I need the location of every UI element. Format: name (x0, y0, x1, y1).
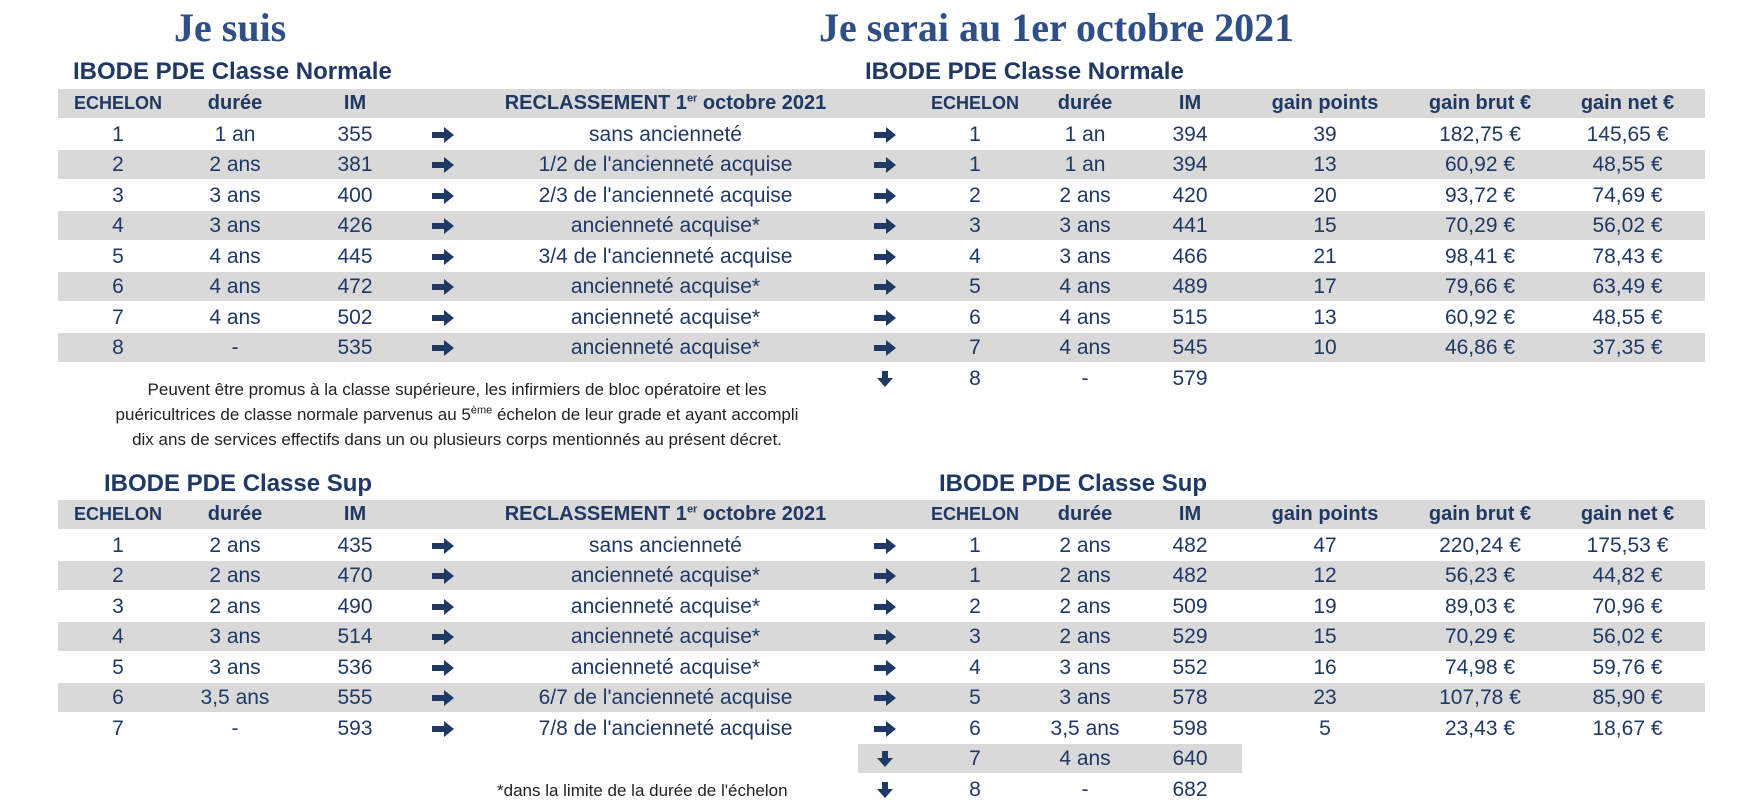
cell-gain-brut: 107,78 € (1439, 686, 1521, 709)
cell-gain-net: 70,96 € (1592, 594, 1663, 618)
cell-reclassement: 2/3 de l'ancienneté acquise (538, 183, 793, 207)
arrow-right-icon (413, 181, 473, 210)
cell-echelon: 6 (112, 686, 124, 709)
table-row (0, 303, 1753, 332)
cell-reclassement: ancienneté acquise* (570, 564, 761, 587)
arrow-right-icon (857, 592, 912, 621)
cell-gain-points: 15 (1313, 214, 1337, 237)
cell-new-duree: 3 ans (1059, 244, 1111, 268)
cell-new-duree: 2 ans (1059, 183, 1111, 207)
cell-echelon: 1 (112, 533, 124, 557)
table-row (0, 272, 1753, 301)
cell-im: 426 (337, 214, 373, 237)
header-gain-points: gain points (1271, 503, 1379, 525)
cell-echelon: 3 (112, 594, 124, 618)
cell-im: 535 (337, 336, 373, 359)
cell-duree: 4 ans (209, 305, 261, 329)
header-new-echelon: ECHELON (930, 504, 1019, 524)
cell-new-duree: 3 ans (1059, 655, 1111, 679)
header-duree: durée (207, 92, 263, 114)
arrow-right-icon (413, 333, 473, 362)
cell-echelon: 7 (112, 716, 124, 740)
arrow-right-icon (857, 531, 912, 560)
arrow-right-icon (857, 653, 912, 682)
cell-gain-brut: 60,92 € (1444, 305, 1516, 329)
cell-duree: 2 ans (209, 533, 261, 557)
note-line: puéricultrices de classe normale parvenus au 5ème échelon de leur grade et ayant accompli (115, 404, 799, 424)
cell-im: 502 (337, 305, 373, 329)
section-title-right-sup: IBODE PDE Classe Sup (939, 470, 1208, 497)
cell-new-echelon: 5 (969, 275, 981, 298)
cell-duree: 3,5 ans (200, 686, 270, 709)
cell-new-duree: 2 ans (1059, 564, 1111, 587)
arrow-right-icon (413, 531, 473, 560)
cell-reclassement: ancienneté acquise* (570, 305, 761, 329)
arrow-right-icon (857, 303, 912, 332)
header-reclassement-end: octobre 2021 (697, 92, 827, 114)
table-row-extra (0, 744, 1753, 773)
table-header-row (0, 89, 1753, 118)
cell-new-im: 640 (1172, 747, 1208, 770)
note-line: dix ans de services effectifs dans un ou plusieurs corps mentionnés au présent décret. (132, 430, 782, 449)
cell-echelon: 3 (112, 183, 124, 207)
arrow-right-icon (413, 272, 473, 301)
header-new-duree: durée (1057, 92, 1113, 114)
cell-new-im: 441 (1172, 214, 1208, 237)
cell-gain-brut: 98,41 € (1444, 244, 1516, 268)
cell-new-echelon: 7 (969, 336, 981, 359)
cell-duree: - (231, 716, 239, 740)
arrow-right-icon (857, 622, 912, 651)
cell-new-duree: 3 ans (1059, 214, 1111, 237)
header-reclassement-sup: er (686, 503, 698, 516)
cell-gain-points: 17 (1313, 275, 1337, 298)
header-gain-brut: gain brut € (1428, 92, 1532, 114)
cell-new-im: 515 (1172, 305, 1208, 329)
cell-new-duree: 4 ans (1059, 305, 1111, 329)
arrow-right-icon (857, 211, 912, 240)
cell-new-echelon: 1 (969, 122, 981, 146)
cell-duree: - (231, 336, 239, 359)
arrow-right-icon (857, 561, 912, 590)
cell-new-echelon: 2 (969, 594, 981, 618)
cell-duree: 1 an (214, 122, 256, 146)
cell-new-im: 394 (1172, 122, 1208, 146)
arrow-right-icon (857, 272, 912, 301)
cell-new-im: 509 (1172, 594, 1208, 618)
header-gain-net: gain net € (1580, 503, 1675, 525)
cell-gain-brut: 23,43 € (1444, 716, 1516, 740)
cell-gain-net: 37,35 € (1592, 336, 1663, 359)
cell-gain-points: 10 (1313, 336, 1337, 359)
table-row (0, 714, 1753, 743)
table-row (0, 592, 1753, 621)
cell-im: 555 (337, 686, 373, 709)
cell-gain-net: 44,82 € (1592, 564, 1663, 587)
cell-new-echelon: 6 (969, 716, 981, 740)
cell-duree: 2 ans (209, 594, 261, 618)
arrow-down-icon (857, 775, 912, 804)
header-new-im: IM (1178, 92, 1202, 114)
header-reclassement (473, 89, 858, 118)
arrow-right-icon (413, 653, 473, 682)
table-row (0, 150, 1753, 179)
cell-reclassement: ancienneté acquise* (570, 594, 761, 618)
cell-gain-points: 12 (1313, 564, 1337, 587)
cell-reclassement: ancienneté acquise* (570, 655, 761, 679)
cell-reclassement: 6/7 de l'ancienneté acquise (538, 686, 793, 709)
cell-gain-brut: 79,66 € (1444, 275, 1516, 298)
cell-duree: 3 ans (209, 183, 261, 207)
cell-echelon: 1 (112, 122, 124, 146)
cell-new-im: 482 (1172, 533, 1208, 557)
cell-new-duree: 4 ans (1059, 275, 1111, 298)
table-row (0, 211, 1753, 240)
cell-gain-net: 63,49 € (1592, 275, 1663, 298)
cell-duree: 3 ans (209, 625, 261, 648)
title-je-serai: Je serai au 1er octobre 2021 (819, 5, 1295, 50)
cell-im: 536 (337, 655, 373, 679)
cell-im: 593 (337, 716, 373, 740)
promotion-note (62, 377, 852, 452)
table-row (0, 531, 1753, 560)
header-gain-brut: gain brut € (1428, 503, 1532, 525)
cell-im: 472 (337, 275, 373, 298)
cell-gain-points: 13 (1313, 305, 1337, 329)
cell-gain-points: 23 (1313, 686, 1337, 709)
cell-echelon: 4 (112, 625, 124, 648)
cell-reclassement: 1/2 de l'ancienneté acquise (538, 153, 793, 176)
arrow-right-icon (413, 622, 473, 651)
cell-gain-points: 13 (1313, 153, 1337, 176)
cell-duree: 4 ans (209, 244, 261, 268)
cell-reclassement: ancienneté acquise* (570, 336, 761, 359)
arrow-right-icon (413, 561, 473, 590)
header-gain-net: gain net € (1580, 92, 1675, 114)
cell-new-duree: - (1081, 777, 1089, 801)
table-row (0, 683, 1753, 712)
cell-new-duree: 3 ans (1059, 686, 1111, 709)
cell-im: 514 (337, 625, 373, 648)
arrow-right-icon (413, 714, 473, 743)
arrow-down-icon (857, 744, 912, 773)
cell-new-im: 552 (1172, 655, 1208, 679)
cell-new-duree: 4 ans (1059, 336, 1111, 359)
cell-im: 381 (337, 153, 373, 176)
cell-gain-points: 19 (1313, 594, 1337, 618)
cell-gain-points: 47 (1313, 533, 1337, 557)
cell-new-duree: 2 ans (1059, 533, 1111, 557)
cell-duree: 3 ans (209, 655, 261, 679)
cell-gain-net: 145,65 € (1586, 122, 1669, 146)
header-reclassement (473, 500, 858, 529)
cell-new-echelon: 4 (969, 244, 981, 268)
section-title-left-sup: IBODE PDE Classe Sup (104, 470, 373, 497)
table-row (0, 561, 1753, 590)
header-new-duree: durée (1057, 503, 1113, 525)
cell-new-im: 545 (1172, 336, 1208, 359)
table-row (0, 622, 1753, 651)
table-row (0, 120, 1753, 149)
cell-duree: 2 ans (209, 564, 261, 587)
header-reclassement-text: RECLASSEMENT 1 (504, 503, 687, 525)
arrow-right-icon (413, 242, 473, 271)
arrow-right-icon (857, 150, 912, 179)
table-row (0, 181, 1753, 210)
cell-new-duree: 2 ans (1059, 594, 1111, 618)
cell-im: 400 (337, 183, 373, 207)
cell-reclassement: ancienneté acquise* (570, 275, 761, 298)
table-row (0, 333, 1753, 362)
cell-new-im: 489 (1172, 275, 1208, 298)
cell-gain-points: 5 (1319, 716, 1331, 740)
table-header-row (0, 500, 1753, 529)
cell-reclassement: sans ancienneté (589, 122, 742, 146)
cell-reclassement: 7/8 de l'ancienneté acquise (538, 716, 793, 740)
cell-gain-points: 20 (1313, 183, 1337, 207)
cell-gain-net: 56,02 € (1592, 625, 1663, 648)
header-reclassement-sup: er (686, 92, 698, 105)
cell-duree: 4 ans (209, 275, 261, 298)
cell-new-im: 466 (1172, 244, 1208, 268)
arrow-right-icon (857, 120, 912, 149)
arrow-right-icon (857, 714, 912, 743)
cell-gain-brut: 74,98 € (1444, 655, 1516, 679)
cell-new-im: 578 (1172, 686, 1208, 709)
section-title-right-normale: IBODE PDE Classe Normale (865, 58, 1184, 85)
cell-new-im: 598 (1172, 716, 1208, 740)
table-row (0, 653, 1753, 682)
cell-new-im: 529 (1172, 625, 1208, 648)
cell-reclassement: sans ancienneté (589, 533, 742, 557)
cell-echelon: 7 (112, 305, 124, 329)
arrow-right-icon (857, 683, 912, 712)
cell-gain-brut: 46,86 € (1444, 336, 1516, 359)
header-echelon: ECHELON (73, 504, 162, 524)
arrow-right-icon (413, 150, 473, 179)
arrow-right-icon (413, 683, 473, 712)
cell-new-duree: 2 ans (1059, 625, 1111, 648)
arrow-right-icon (413, 211, 473, 240)
header-reclassement-text: RECLASSEMENT 1 (504, 92, 687, 114)
cell-im: 355 (337, 122, 373, 146)
table-row (0, 242, 1753, 271)
footnote: *dans la limite de la durée de l'échelon (497, 781, 788, 800)
cell-gain-points: 39 (1313, 122, 1337, 146)
cell-gain-brut: 70,29 € (1444, 625, 1516, 648)
cell-new-echelon: 7 (969, 747, 981, 770)
header-new-im: IM (1178, 503, 1202, 525)
cell-im: 445 (337, 244, 373, 268)
cell-gain-points: 16 (1313, 655, 1337, 679)
cell-gain-points: 15 (1313, 625, 1337, 648)
arrow-right-icon (857, 181, 912, 210)
arrow-right-icon (413, 120, 473, 149)
cell-echelon: 6 (112, 275, 124, 298)
cell-gain-net: 59,76 € (1592, 655, 1663, 679)
cell-im: 490 (337, 594, 373, 618)
cell-new-duree: 3,5 ans (1050, 716, 1120, 740)
cell-gain-brut: 60,92 € (1444, 153, 1516, 176)
arrow-right-icon (857, 242, 912, 271)
cell-gain-net: 48,55 € (1592, 305, 1663, 329)
cell-new-echelon: 1 (969, 564, 981, 587)
cell-new-echelon: 3 (969, 214, 981, 237)
section-title-left-normale: IBODE PDE Classe Normale (73, 58, 392, 85)
cell-gain-brut: 56,23 € (1444, 564, 1516, 587)
cell-gain-net: 175,53 € (1586, 533, 1669, 557)
cell-echelon: 2 (112, 153, 124, 176)
cell-new-echelon: 8 (969, 777, 981, 801)
cell-gain-brut: 220,24 € (1439, 533, 1521, 557)
header-echelon: ECHELON (73, 93, 162, 113)
cell-new-echelon: 1 (969, 533, 981, 557)
title-je-suis: Je suis (174, 5, 287, 50)
cell-gain-net: 18,67 € (1592, 716, 1663, 740)
cell-duree: 3 ans (209, 214, 261, 237)
cell-new-im: 482 (1172, 564, 1208, 587)
cell-gain-brut: 182,75 € (1439, 122, 1521, 146)
arrow-right-icon (857, 333, 912, 362)
header-im: IM (343, 92, 367, 114)
table-row-extra (0, 775, 1753, 804)
cell-new-duree: - (1081, 366, 1089, 390)
cell-new-im: 394 (1172, 153, 1208, 176)
arrow-right-icon (413, 303, 473, 332)
header-reclassement-end: octobre 2021 (697, 503, 827, 525)
cell-gain-brut: 93,72 € (1444, 183, 1516, 207)
cell-gain-net: 78,43 € (1592, 244, 1663, 268)
cell-echelon: 5 (112, 244, 124, 268)
cell-new-echelon: 5 (969, 686, 981, 709)
cell-im: 435 (337, 533, 373, 557)
cell-new-echelon: 6 (969, 305, 981, 329)
cell-gain-net: 74,69 € (1592, 183, 1663, 207)
cell-duree: 2 ans (209, 153, 261, 176)
cell-gain-points: 21 (1313, 244, 1337, 268)
cell-gain-net: 85,90 € (1592, 686, 1663, 709)
cell-new-duree: 1 an (1064, 122, 1106, 146)
cell-new-duree: 4 ans (1059, 747, 1111, 770)
cell-new-im: 579 (1172, 366, 1208, 390)
cell-gain-net: 56,02 € (1592, 214, 1663, 237)
cell-new-echelon: 2 (969, 183, 981, 207)
arrow-right-icon (413, 592, 473, 621)
cell-new-echelon: 4 (969, 655, 981, 679)
header-im: IM (343, 503, 367, 525)
header-new-echelon: ECHELON (930, 93, 1019, 113)
cell-reclassement: ancienneté acquise* (570, 214, 761, 237)
header-gain-points: gain points (1271, 92, 1379, 114)
cell-new-echelon: 1 (969, 153, 981, 176)
note-line: Peuvent être promus à la classe supérieure, les infirmiers de bloc opératoire et les (147, 380, 767, 399)
cell-echelon: 4 (112, 214, 124, 237)
header-duree: durée (207, 503, 263, 525)
arrow-down-icon (857, 364, 912, 393)
cell-reclassement: 3/4 de l'ancienneté acquise (538, 244, 793, 268)
cell-new-im: 420 (1172, 183, 1208, 207)
cell-im: 470 (337, 564, 373, 587)
cell-gain-net: 48,55 € (1592, 153, 1663, 176)
cell-gain-brut: 70,29 € (1444, 214, 1516, 237)
cell-echelon: 2 (112, 564, 124, 587)
cell-new-echelon: 3 (969, 625, 981, 648)
cell-new-duree: 1 an (1064, 153, 1106, 176)
cell-reclassement: ancienneté acquise* (570, 625, 761, 648)
cell-new-echelon: 8 (969, 366, 981, 390)
cell-echelon: 5 (112, 655, 124, 679)
cell-echelon: 8 (112, 336, 124, 359)
cell-new-im: 682 (1172, 777, 1208, 801)
cell-gain-brut: 89,03 € (1444, 594, 1516, 618)
